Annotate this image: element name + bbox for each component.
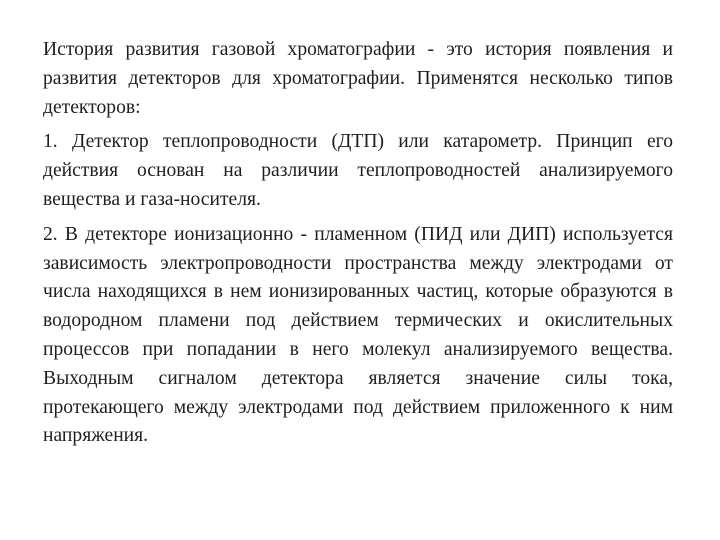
intro-paragraph: История развития газовой хроматографии - это история появления и развития детекторов для хроматографии. Применятся несколько типов детекторов: <box>43 39 673 118</box>
detector-tcd-paragraph: 1. Детектор теплопроводности (ДТП) или катарометр. Принцип его действия основан на различии теплопроводностей анализируемого вещества и газа-носителя. <box>43 131 673 210</box>
slide-text <box>43 36 673 451</box>
detector-fid-paragraph: 2. В детекторе ионизационно - пламенном (ПИД или ДИП) используется зависимость электропроводности пространства между электродами от числа находящихся в нем ионизированных частиц, которые образуются в водородном пламени под действием термических и окислительных процессов при попадании в него молекул анализируемого вещества. Выходным сигналом детектора является значение силы тока, протекающего между электродами под действием приложенного к ним напряжения. <box>43 223 673 447</box>
